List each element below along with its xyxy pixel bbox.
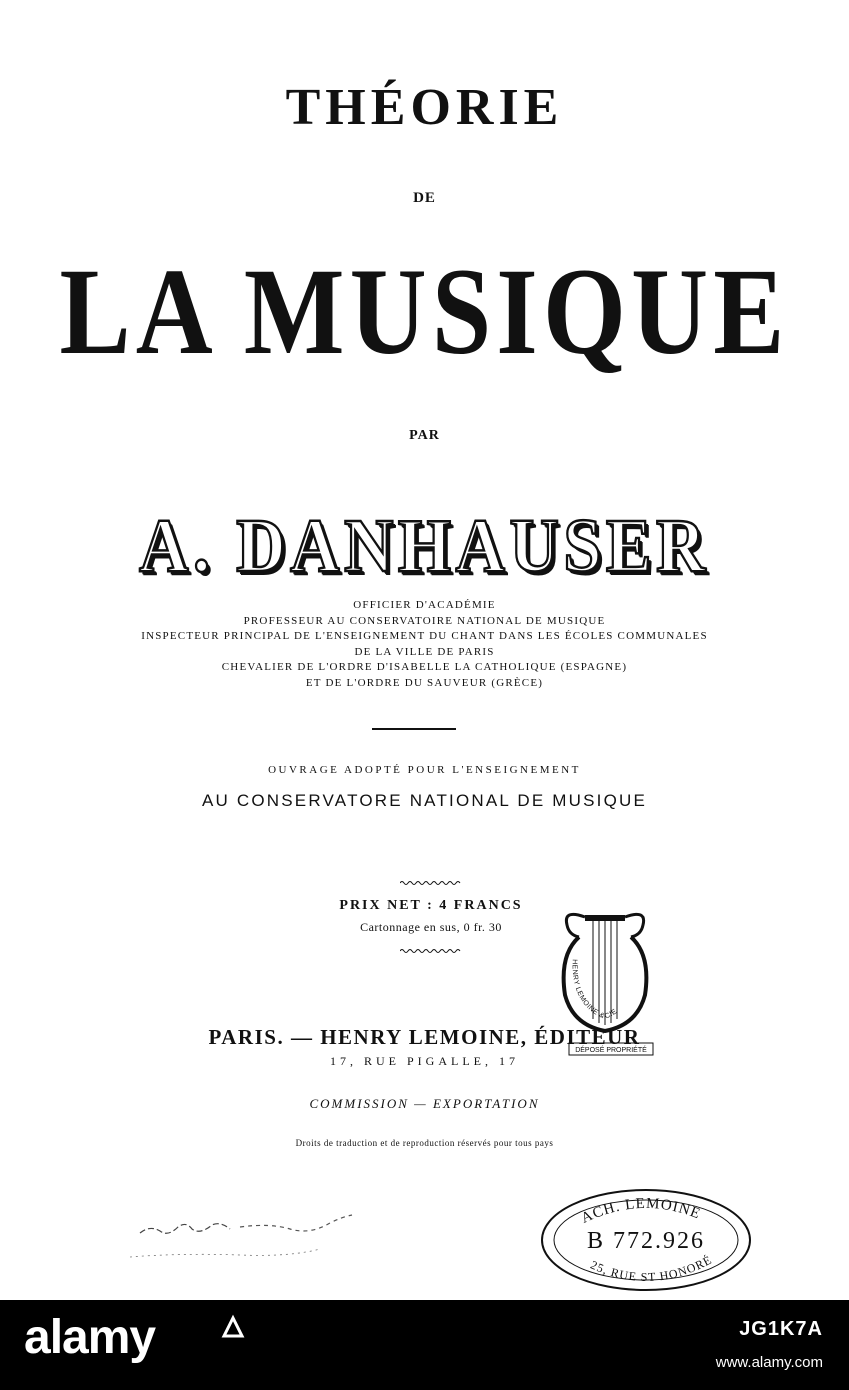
alamy-logo-mark-icon xyxy=(220,1314,246,1340)
stamp-number: B 772.926 xyxy=(586,1228,706,1254)
title-la-musique: LA MUSIQUE xyxy=(59,243,790,380)
signature-icon xyxy=(120,1195,370,1275)
author-credits xyxy=(0,598,849,692)
title-theorie: THÉORIE xyxy=(285,79,564,136)
footer-url: www.alamy.com xyxy=(715,1354,823,1371)
stamp-top-text: ACH. LEMOINE xyxy=(578,1195,703,1227)
credit-line: INSPECTEUR PRINCIPAL DE L'ENSEIGNEMENT DU CHANT DANS LES ÉCOLES COMMUNALES xyxy=(141,630,708,643)
svg-text:25, RUE ST HONORÉ xyxy=(588,1253,714,1285)
adoption-institution: AU CONSERVATORE NATIONAL DE MUSIQUE xyxy=(201,791,648,810)
lyre-emblem-text: HENRY LEMOINE & CIE xyxy=(570,959,619,1022)
credit-line: OFFICIER D'ACADÉMIE xyxy=(353,599,496,611)
adoption-line: OUVRAGE ADOPTÉ POUR L'ENSEIGNEMENT xyxy=(268,764,581,776)
credit-line: ET DE L'ORDRE DU SAUVEUR (GRÈCE) xyxy=(305,676,544,689)
author-name: A. DANHAUSER xyxy=(139,504,710,588)
rights-notice: Droits de traduction et de reproduction réservés pour tous pays xyxy=(295,1138,554,1148)
price-binding: Cartonnage en sus, 0 fr. 30 xyxy=(360,920,502,934)
library-stamp-icon xyxy=(538,1186,754,1294)
stamp-bottom-text: 25, RUE ST HONORÉ xyxy=(588,1252,715,1285)
credit-line: PROFESSEUR AU CONSERVATOIRE NATIONAL DE MUSIQUE xyxy=(243,614,606,627)
svg-text:ACH. LEMOINE xyxy=(579,1196,703,1227)
alamy-logo: alamy xyxy=(24,1311,156,1364)
publisher-commission: COMMISSION — EXPORTATION xyxy=(309,1096,540,1111)
title-de: DE xyxy=(413,190,436,206)
ornament-squiggle-icon xyxy=(400,880,462,886)
divider-rule xyxy=(372,728,456,730)
publisher-address: 17, RUE PIGALLE, 17 xyxy=(330,1054,519,1068)
image-id: JG1K7A xyxy=(739,1318,823,1340)
lyre-plate-text: DÉPOSÉ PROPRIÉTÉ xyxy=(575,1047,647,1054)
publisher-name: PARIS. — HENRY LEMOINE, ÉDITEUR xyxy=(208,1025,641,1049)
credit-line: CHEVALIER DE L'ORDRE D'ISABELLE LA CATHOLIQUE (ESPAGNE) xyxy=(221,661,628,674)
ornament-squiggle-icon xyxy=(400,948,462,954)
credit-line: DE LA VILLE DE PARIS xyxy=(354,645,495,658)
byline-par: PAR xyxy=(409,428,440,443)
watermark-footer xyxy=(0,1300,849,1390)
price-net: PRIX NET : 4 FRANCS xyxy=(339,898,523,913)
